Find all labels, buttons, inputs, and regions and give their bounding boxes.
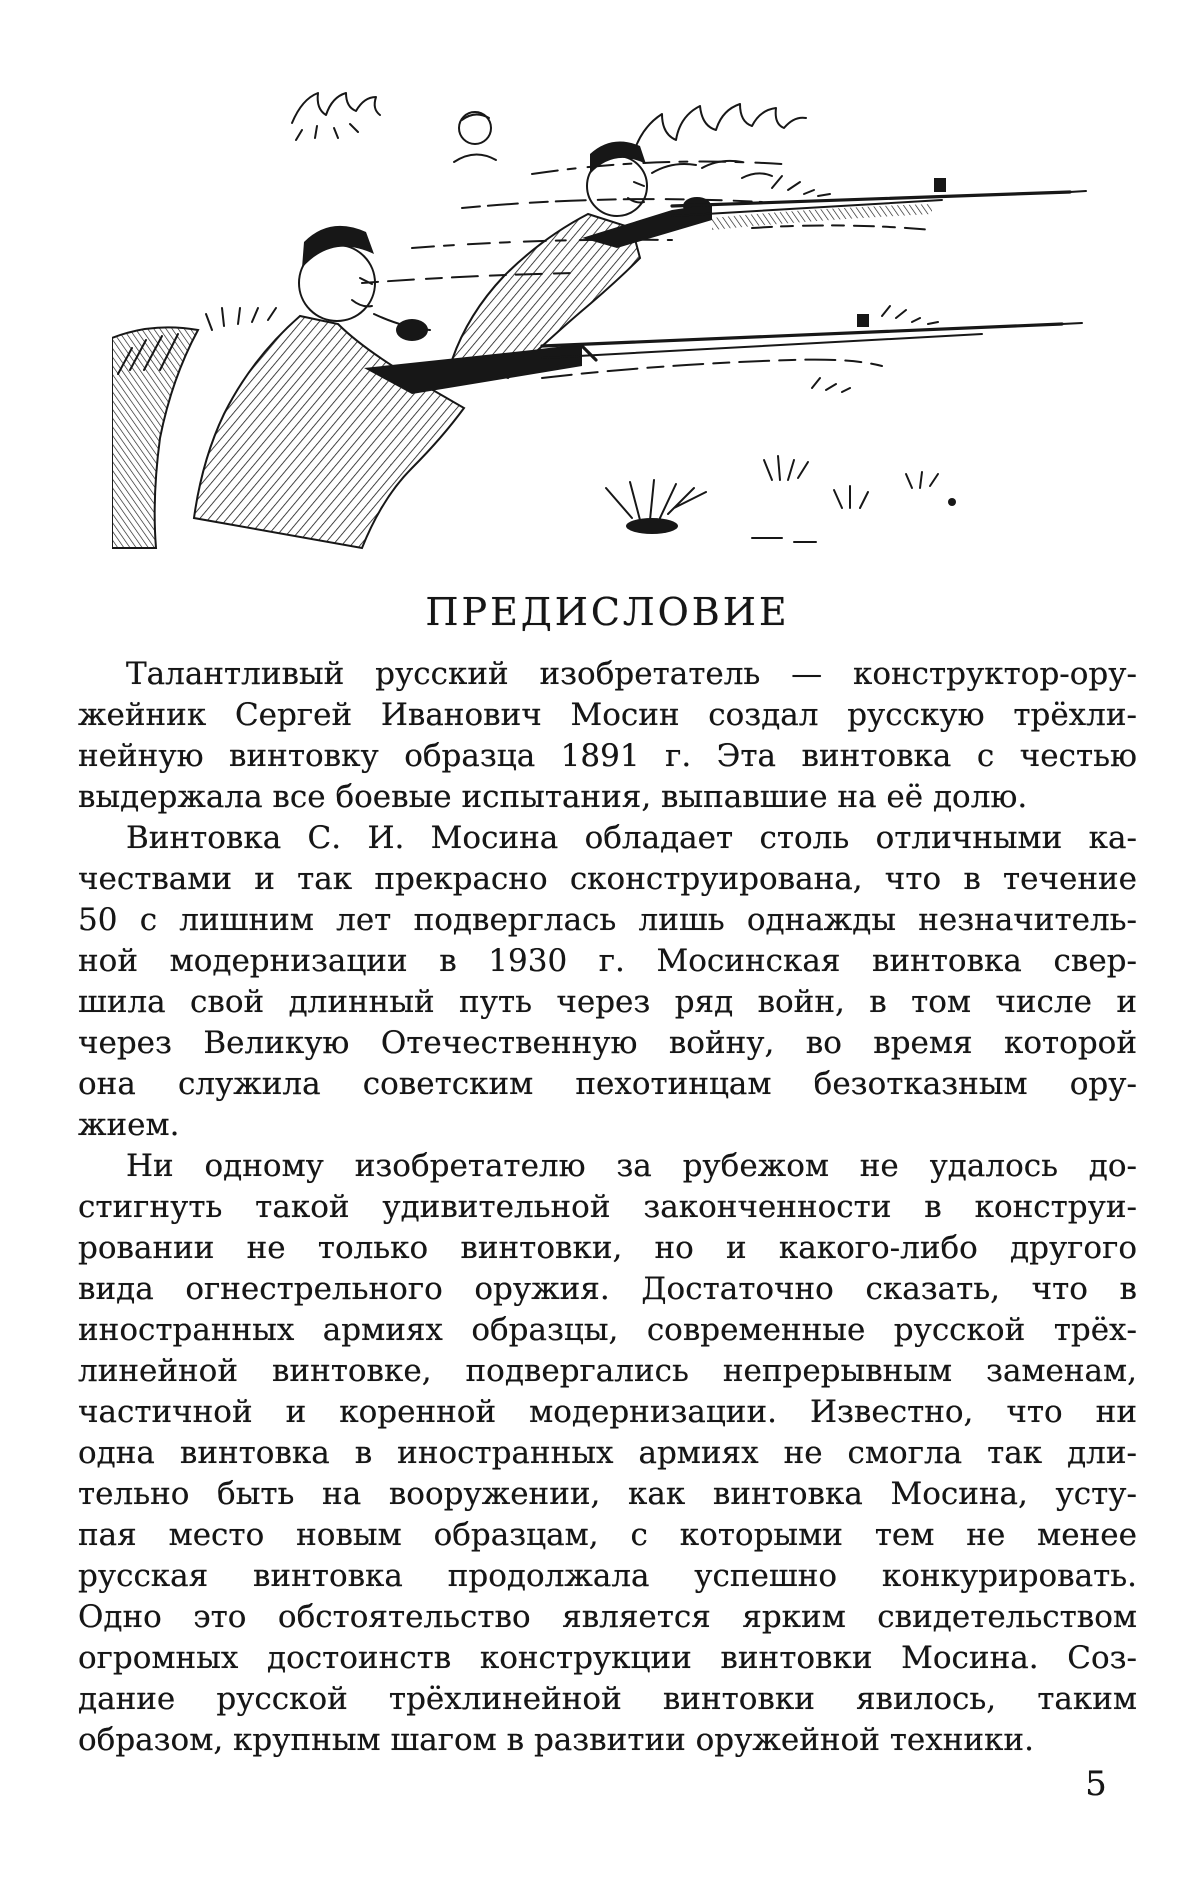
text-line: ровании не только винтовки, но и какого-либо другого (78, 1230, 1137, 1266)
text-line: Ни одному изобретателю за рубежом не удалось до- (126, 1148, 1137, 1184)
text-line: жейник Сергей Иванович Мосин создал русскую трёхли- (78, 697, 1137, 733)
text-line: через Великую Отечественную войну, во время которой (78, 1025, 1137, 1061)
chapter-heading: ПРЕДИСЛОВИЕ (425, 590, 790, 634)
body-text (78, 654, 1137, 1761)
illustration-soldiers-firing (112, 78, 1097, 560)
text-line: иностранных армиях образцы, современные русской трёх- (78, 1312, 1137, 1348)
bush-top-right (632, 104, 830, 196)
text-line: пая место новым образцам, с которыми тем не менее (78, 1517, 1137, 1553)
page-number: 5 (1085, 1764, 1107, 1804)
text-line: 50 с лишним лет подверглась лишь однажды незначитель- (78, 902, 1137, 938)
text-line: ной модернизации в 1930 г. Мосинская винтовка свер- (78, 943, 1137, 979)
background-soldier (454, 112, 496, 162)
text-line: Винтовка С. И. Мосина обладает столь отличными ка- (126, 820, 1137, 856)
upper-rifle (582, 178, 1086, 248)
text-line: вида огнестрельного оружия. Достаточно сказать, что в (78, 1271, 1137, 1307)
grass-tufts (752, 456, 956, 542)
text-line: тельно быть на вооружении, как винтовка Мосина, усту- (78, 1476, 1137, 1512)
text-line: частичной и коренной модернизации. Известно, что ни (78, 1394, 1137, 1430)
paragraph (78, 818, 1137, 1146)
grass-burst (606, 480, 706, 534)
text-line: Одно это обстоятельство является ярким свидетельством (78, 1599, 1137, 1635)
text-line: чествами и так прекрасно сконструирована, что в течение (78, 861, 1137, 897)
text-line: она служила советским пехотинцам безотказным ору- (78, 1066, 1137, 1102)
paragraph (78, 1146, 1137, 1761)
text-line: жием. (78, 1107, 180, 1143)
paragraph (78, 654, 1137, 818)
engraving-svg (112, 78, 1097, 560)
middle-soldier (452, 142, 711, 379)
text-line: образом, крупным шагом в развитии оружейной техники. (78, 1722, 1034, 1758)
text-line: линейной винтовке, подвергались непрерывным заменам, (78, 1353, 1137, 1389)
text-line: выдержала все боевые испытания, выпавшие на её долю. (78, 779, 1028, 815)
bush-top-left (292, 93, 380, 140)
text-line: дание русской трёхлинейной винтовки явилось, таким (78, 1681, 1137, 1717)
text-line: стигнуть такой удивительной законченности в конструи- (78, 1189, 1137, 1225)
text-line: шила свой длинный путь через ряд войн, в том числе и (78, 984, 1137, 1020)
text-line: нейную винтовку образца 1891 г. Эта винтовка с честью (78, 738, 1137, 774)
text-line: одна винтовка в иностранных армиях не смогла так дли- (78, 1435, 1137, 1471)
text-line: огромных достоинств конструкции винтовки Мосина. Соз- (78, 1640, 1137, 1676)
text-line: русская винтовка продолжала успешно конкурировать. (78, 1558, 1137, 1594)
text-line: Талантливый русский изобретатель — конструктор-ору- (126, 656, 1137, 692)
